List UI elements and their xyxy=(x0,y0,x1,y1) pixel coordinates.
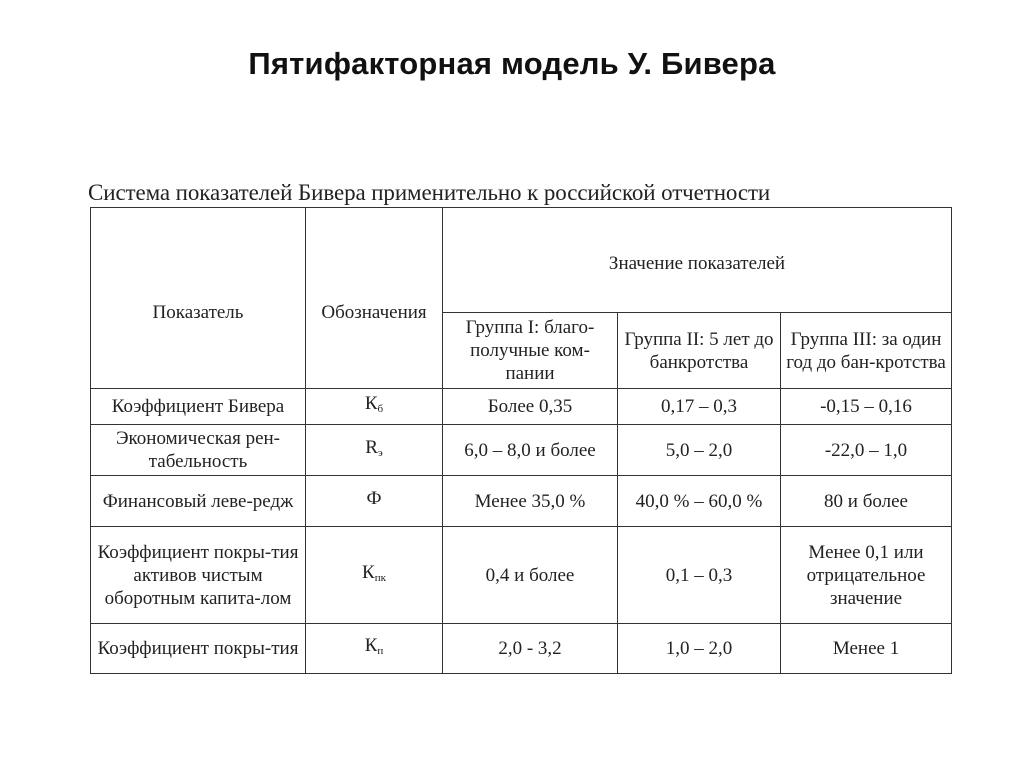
table-row xyxy=(91,425,952,476)
table-row xyxy=(91,624,952,674)
symbol-main: R xyxy=(365,436,378,458)
table-row xyxy=(91,527,952,624)
symbol-main: Ф xyxy=(366,487,382,509)
group-3-value: Менее 1 xyxy=(781,624,952,674)
indicator-name: Коэффициент покры-тия активов чистым оборотным капита-лом xyxy=(91,527,306,624)
table-header-row xyxy=(91,208,952,313)
table-row xyxy=(91,476,952,527)
group-1-value: 2,0 - 3,2 xyxy=(443,624,618,674)
group-2-value: 5,0 – 2,0 xyxy=(618,425,781,476)
table-caption: Система показателей Бивера применительно к российской отчетности xyxy=(88,180,771,205)
group-2-value: 1,0 – 2,0 xyxy=(618,624,781,674)
indicator-name: Коэффициент Бивера xyxy=(91,389,306,425)
group-1-value: Более 0,35 xyxy=(443,389,618,425)
indicator-symbol xyxy=(306,476,443,527)
header-indicator: Показатель xyxy=(91,208,306,389)
group-2-value: 0,1 – 0,3 xyxy=(618,527,781,624)
indicator-name: Экономическая рен-табельность xyxy=(91,425,306,476)
slide-title: Пятифакторная модель У. Бивера xyxy=(248,46,776,81)
header-designation: Обозначения xyxy=(306,208,443,389)
group-1-value: 0,4 и более xyxy=(443,527,618,624)
symbol-main: К xyxy=(364,393,378,414)
group-1-value: 6,0 – 8,0 и более xyxy=(443,425,618,476)
indicator-symbol xyxy=(306,425,443,476)
indicator-symbol xyxy=(306,527,443,624)
group-1-value: Менее 35,0 % xyxy=(443,476,618,527)
header-group-3: Группа III: за один год до бан-кротства xyxy=(781,313,952,389)
group-3-value: Менее 0,1 или отрицательное значение xyxy=(781,527,952,624)
symbol-main: К xyxy=(364,635,378,656)
group-3-value: -22,0 – 1,0 xyxy=(781,425,952,476)
group-3-value: -0,15 – 0,16 xyxy=(781,389,952,425)
header-group-2: Группа II: 5 лет до банкротства xyxy=(618,313,781,389)
group-3-value: 80 и более xyxy=(781,476,952,527)
header-group-1: Группа I: благо-получные ком-пании xyxy=(443,313,618,389)
group-2-value: 0,17 – 0,3 xyxy=(618,389,781,425)
symbol-subscript: б xyxy=(377,403,384,415)
group-2-value: 40,0 % – 60,0 % xyxy=(618,476,781,527)
symbol-subscript: п xyxy=(377,645,384,657)
header-values-group: Значение показателей xyxy=(443,208,952,313)
symbol-subscript: пк xyxy=(374,571,386,584)
indicator-name: Финансовый леве-редж xyxy=(91,476,306,527)
symbol-main: К xyxy=(362,561,375,583)
indicator-symbol xyxy=(306,624,443,674)
symbol-subscript: э xyxy=(377,446,383,459)
beaver-indicators-table xyxy=(90,207,952,674)
indicator-symbol xyxy=(306,389,443,425)
table-row xyxy=(91,389,952,425)
indicator-name: Коэффициент покры-тия xyxy=(91,624,306,674)
